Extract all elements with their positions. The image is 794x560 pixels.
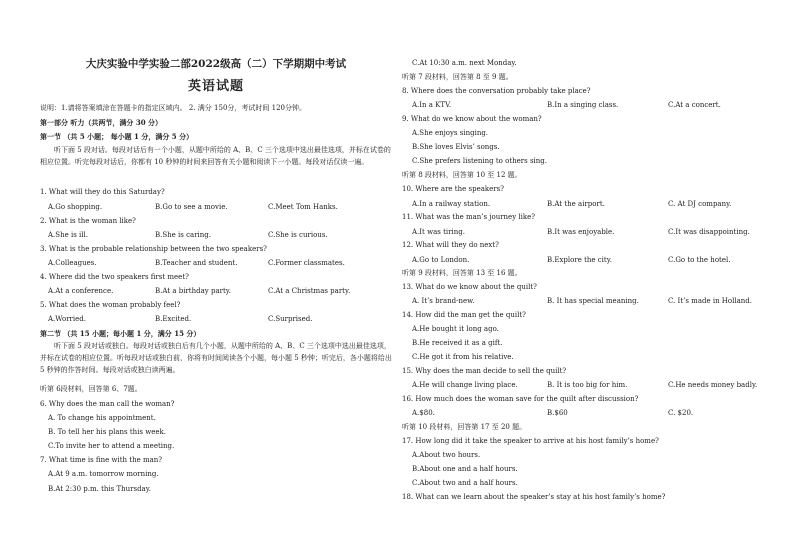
question-9: 9. What do we know about the woman? [402,115,542,123]
q9-option-c: C.She prefers listening to others sing. [412,157,547,165]
material-7-heading: 听第 7 段材料，回答第 8 至 9 题。 [402,73,513,81]
q4-option-c: C.At a Christmas party. [268,287,351,295]
q14-option-a: A.He bought it long ago. [412,325,499,333]
q6-option-c: C.To invite her to attend a meeting. [48,442,175,450]
q12-option-a: A.Go to London. [412,256,470,264]
q14-option-b: B.He received it as a gift. [412,339,503,347]
q16-option-a: A.$80. [412,409,435,417]
q9-option-a: A.She enjoys singing. [412,129,489,137]
exam-note: 说明：1.请将答案填涂在答题卡的指定区域内。 2. 满分 150分，考试时间 120分钟。 [40,104,306,112]
q15-option-b: B. It is too big for him. [547,381,628,389]
q2-option-c: C.She is curious. [268,231,328,239]
q13-option-a: A. It’s brand-new. [412,297,475,305]
exam-title: 大庆实验中学实验二部2022级高（二）下学期期中考试 [85,58,347,70]
q5-option-c: C.Surprised. [268,315,313,323]
section-one-instructions: 听下面 5 段对话。每段对话后有一个小题，从题中所给的 A、B、C 三个选项中选出最佳选项，并标在试卷的相应位置。听完每段对话后，你都有 10 秒钟的时间来回答有关小题和阅读下一小题。每段对话仅读一遍。 [40,146,391,166]
q11-option-c: C.It was disappointing. [668,228,750,236]
q4-option-b: B.At a birthday party. [155,287,232,295]
q11-option-b: B.It was enjoyable. [547,228,615,236]
q17-option-c: C.About two and a half hours. [412,479,518,487]
question-1: 1. What will they do this Saturday? [40,188,165,196]
q7-option-c: C.At 10:30 a.m. next Monday. [412,59,517,67]
q8-option-c: C.At a concert. [668,101,721,109]
q17-option-b: B.About one and a half hours. [412,465,518,473]
q4-option-a: A.At a conference. [48,287,114,295]
q10-option-b: B.At the airport. [547,200,605,208]
question-13: 13. What do we know about the quilt? [402,283,537,291]
question-10: 10. Where are the speakers? [402,185,504,193]
q1-option-c: C.Meet Tom Hanks. [268,203,338,211]
q1-option-b: B.Go to see a movie. [155,203,228,211]
question-11: 11. What was the man’s journey like? [402,213,535,221]
question-7: 7. What time is fine with the man? [40,456,163,464]
q2-option-b: B.She is caring. [155,231,211,239]
material-9-heading: 听第 9 段材料，回答第 13 至 16 题。 [402,269,522,277]
q8-option-b: B.In a singing class. [547,101,619,109]
q7-option-b: B.At 2:30 p.m. this Thursday. [48,485,151,493]
q3-option-a: A.Colleagues. [48,259,97,267]
q16-option-c: C. $20. [668,409,694,417]
material-8-heading: 听第 8 段材料，回答第 10 至 12 题。 [402,171,522,179]
q9-option-b: B.She loves Elvis’ songs. [412,143,500,151]
q15-option-c: C.He needs money badly. [668,381,758,389]
material-10-heading: 听第 10 段材料，回答第 17 至 20 题。 [402,423,527,431]
q3-option-c: C.Former classmates. [268,259,345,267]
q8-option-a: A.In a KTV. [412,101,452,109]
section-two-heading: 第二节 （共 15 小题；每小题 1 分，满分 15 分） [40,329,201,338]
q12-option-c: C.Go to the hotel. [668,256,731,264]
question-6: 6. Why does the man call the woman? [40,400,175,408]
question-12: 12. What will they do next? [402,241,499,249]
q13-option-c: C. It’s made in Holland. [668,297,752,305]
part-one-heading: 第一部分 听力（共两节，满分 30 分） [40,118,163,127]
q10-option-a: A.In a railway station. [412,200,491,208]
q15-option-a: A.He will change living place. [412,381,518,389]
q5-option-a: A.Worried. [48,315,86,323]
q2-option-a: A.She is ill. [48,231,88,239]
material-6-heading: 听第 6段材料，回答第 6、7题。 [40,385,142,393]
q14-option-c: C.He got it from his relative. [412,353,514,361]
section-two-instructions: 听下面 5 段对话或独白。每段对话或独白后有几个小题，从题中所给的 A、B、C 三个选项中选出最佳选项，并标在试卷的相应位置。听每段对话或独白前，你将有时间阅读各个小题，每小题 5 秒钟；听完后，各小题将给出 5 秒钟的作答时间。每段对话或独白读两遍。 [40,342,392,374]
exam-subtitle: 英语试题 [187,79,244,94]
q5-option-b: B.Excited. [155,315,192,323]
question-3: 3. What is the probable relationship between the two speakers? [40,245,267,253]
q6-option-a: A. To change his appointment. [48,414,156,422]
q12-option-b: B.Explore the city. [547,256,612,264]
question-8: 8. Where does the conversation probably take place? [402,87,591,95]
section-one-heading: 第一节 （共 5 小题； 每小题 1 分，满分 5 分） [40,132,194,141]
question-2: 2. What is the woman like? [40,217,136,225]
question-5: 5. What does the woman probably feel? [40,301,181,309]
question-18: 18. What can we learn about the speaker’s stay at his host family’s home? [402,493,666,501]
question-15: 15. Why does the man decide to sell the quilt? [402,367,567,375]
q6-option-b: B. To tell her his plans this week. [48,428,166,436]
q11-option-a: A.It was tiring. [412,228,465,236]
q3-option-b: B.Teacher and student. [155,259,238,267]
q1-option-a: A.Go shopping. [48,203,103,211]
q10-option-c: C. At DJ company. [668,200,732,208]
q17-option-a: A.About two hours. [412,451,481,459]
question-4: 4. Where did the two speakers first meet? [40,273,189,281]
q7-option-a: A.At 9 a.m. tomorrow morning. [48,470,159,478]
q16-option-b: B.$60 [547,409,568,417]
question-17: 17. How long did it take the speaker to arrive at his host family’s home? [402,437,659,445]
question-14: 14. How did the man get the quilt? [402,311,526,319]
question-16: 16. How much does the woman save for the quilt after discussion? [402,395,639,403]
q13-option-b: B. It has special meaning. [547,297,639,305]
